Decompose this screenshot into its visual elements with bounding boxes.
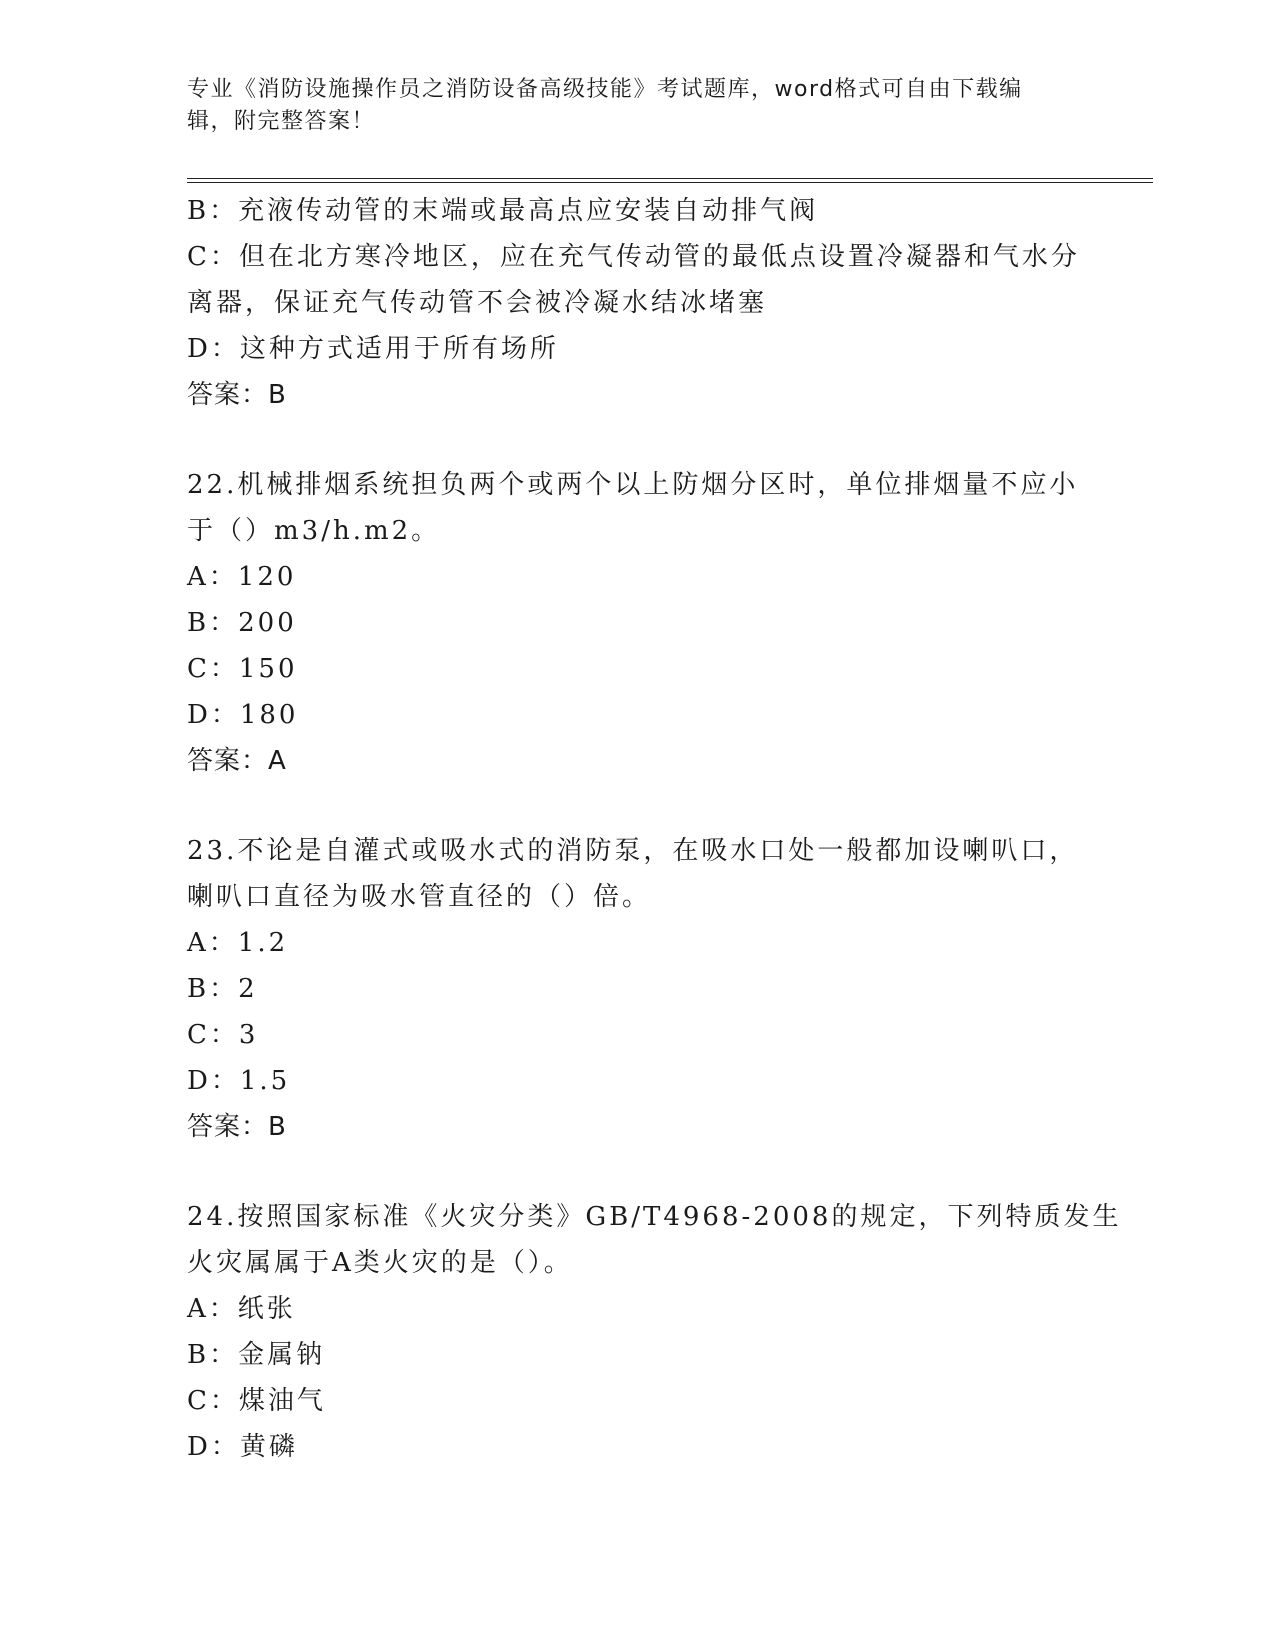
answer-line: 答案：B (187, 380, 287, 410)
option-d: D：1.5 (187, 1066, 291, 1096)
option-d: D：黄磷 (187, 1432, 298, 1462)
question-stem: 22.机械排烟系统担负两个或两个以上防烟分区时，单位排烟量不应小 (187, 470, 1079, 500)
option-line: 离器，保证充气传动管不会被冷凝水结冰堵塞 (187, 288, 768, 318)
option-b: B：200 (187, 608, 297, 638)
question-content (187, 188, 1122, 1470)
question-24 (187, 1194, 1122, 1470)
option-a: A：1.2 (187, 928, 289, 958)
option-line: C：但在北方寒冷地区，应在充气传动管的最低点设置冷凝器和气水分 (187, 242, 1080, 272)
option-c: C：3 (187, 1020, 259, 1050)
option-b: B：金属钠 (187, 1340, 326, 1370)
question-stem: 于（）m3/h.m2。 (187, 516, 441, 546)
question-stem: 喇叭口直径为吸水管直径的（）倍。 (187, 882, 652, 912)
option-a: A：120 (187, 562, 297, 592)
option-c: C：150 (187, 654, 298, 684)
option-b: B：2 (187, 974, 258, 1004)
question-23 (187, 828, 1087, 1150)
question-stem: 24.按照国家标准《火灾分类》GB/T4968-2008的规定，下列特质发生 (187, 1202, 1122, 1232)
option-c: C：煤油气 (187, 1386, 326, 1416)
option-a: A：纸张 (187, 1294, 296, 1324)
answer-line: 答案：B (187, 1112, 287, 1142)
header-divider-secondary (187, 182, 1153, 183)
question-22 (187, 462, 1087, 784)
option-line: B：充液传动管的末端或最高点应安装自动排气阀 (187, 196, 819, 226)
answer-line: 答案：A (187, 746, 287, 776)
document-header: 专业《消防设施操作员之消防设备高级技能》考试题库，word格式可自由下载编辑，附完整答案！ (187, 77, 1023, 134)
question-stem: 23.不论是自灌式或吸水式的消防泵，在吸水口处一般都加设喇叭口， (187, 836, 1079, 866)
option-d: D：180 (187, 700, 299, 730)
question-stem: 火灾属属于A类火灾的是（）。 (187, 1248, 573, 1278)
option-line: D：这种方式适用于所有场所 (187, 334, 559, 364)
header-divider (187, 178, 1153, 179)
continued-question (187, 188, 1087, 418)
